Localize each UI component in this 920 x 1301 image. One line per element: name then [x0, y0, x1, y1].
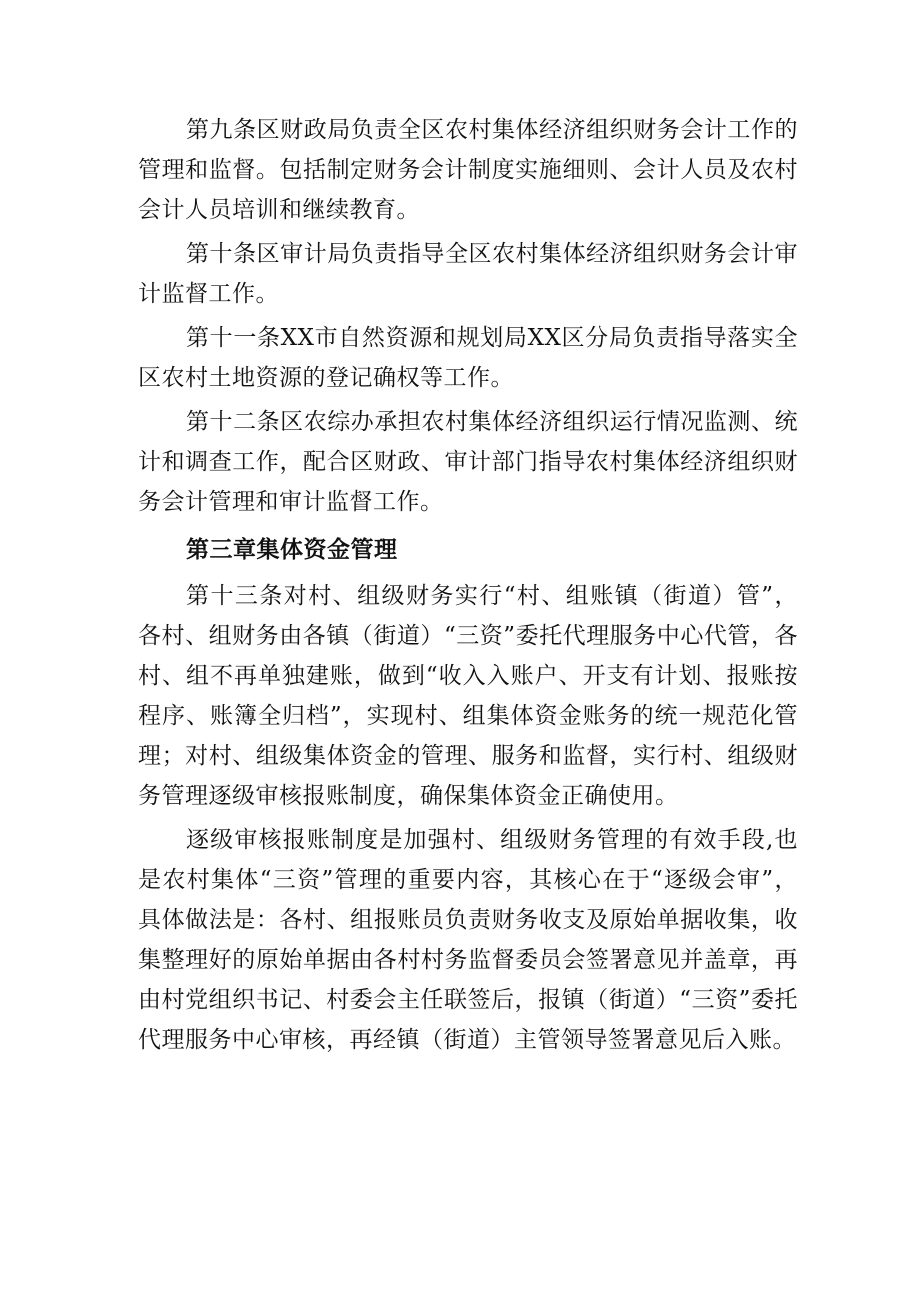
article-12-paragraph: 第十二条区农综办承担农村集体经济组织运行情况监测、统计和调查工作，配合区财政、审计部门指导农村集体经济组织财务会计管理和审计监督工作。	[138, 409, 798, 515]
document-body	[138, 110, 798, 1064]
article-13-paragraph: 第十三条对村、组级财务实行“村、组账镇（街道）管”，各村、组财务由各镇（街道）“三资”委托代理服务中心代管，各村、组不再单独建账，做到“收入入账户、开支有计划、报账按程序、账簿全归档”，实现村、组集体资金账务的统一规范化管理；对村、组级集体资金的管理、服务和监督，实行村、组级财务管理逐级审核报账制度，确保集体资金正确使用。	[138, 583, 798, 809]
article-11-paragraph: 第十一条XX市自然资源和规划局XX区分局负责指导落实全区农村土地资源的登记确权等工作。	[138, 325, 798, 391]
chapter-3-heading: 第三章集体资金管理	[186, 537, 398, 563]
article-10-paragraph: 第十条区审计局负责指导全区农村集体经济组织财务会计审计监督工作。	[138, 241, 798, 307]
article-9-paragraph: 第九条区财政局负责全区农村集体经济组织财务会计工作的管理和监督。包括制定财务会计制度实施细则、会计人员及农村会计人员培训和继续教育。	[138, 117, 798, 223]
audit-system-paragraph: 逐级审核报账制度是加强村、组级财务管理的有效手段,也是农村集体“三资”管理的重要内容，其核心在于“逐级会审”，具体做法是：各村、组报账员负责财务收支及原始单据收集，收集整理好的原始单据由各村村务监督委员会签署意见并盖章，再由村党组织书记、村委会主任联签后，报镇（街道）“三资”委托代理服务中心审核，再经镇（街道）主管领导签署意见后入账。	[138, 827, 798, 1053]
